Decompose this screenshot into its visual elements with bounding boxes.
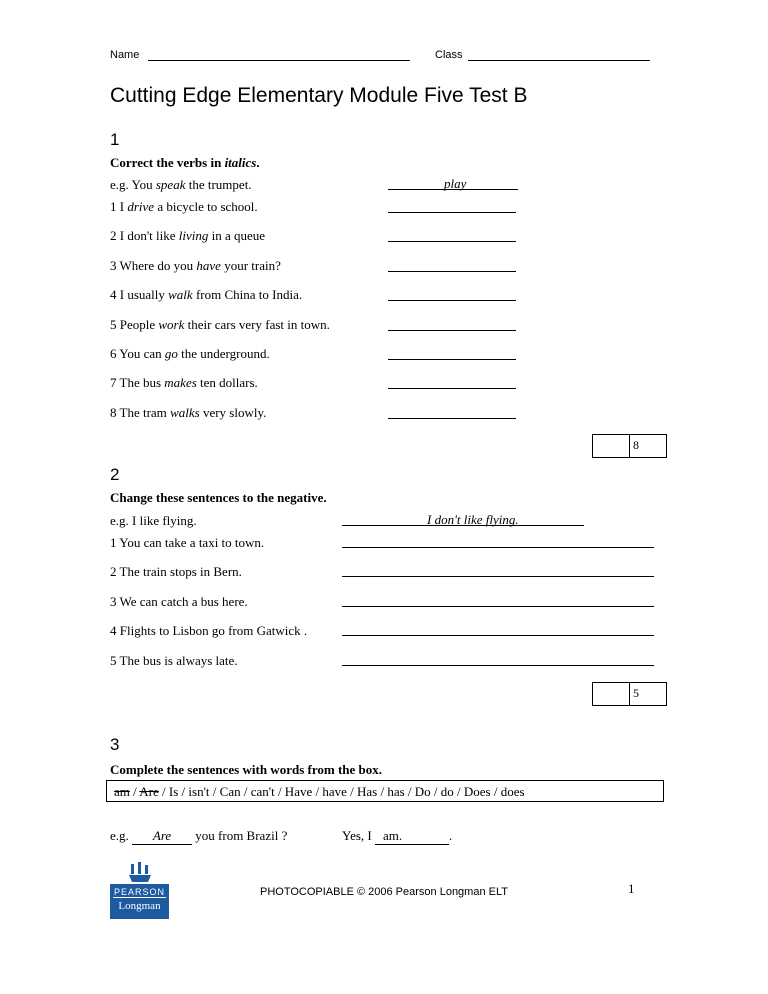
word-box: am / Are / Is / isn't / Can / can't / Have / have / Has / has / Do / do / Does / does bbox=[106, 780, 664, 802]
ship-icon bbox=[128, 862, 152, 884]
section-1-item: 4 I usually walk from China to India. bbox=[110, 287, 303, 303]
section-2-score-blank bbox=[593, 683, 630, 705]
section-2-example-answer: I don't like flying. bbox=[427, 512, 519, 527]
section-1-item: 2 I don't like living in a queue bbox=[110, 228, 266, 244]
section-2-example: e.g. I like flying. bbox=[110, 513, 197, 528]
section-2-answer-line[interactable] bbox=[342, 576, 654, 577]
section-2-instruction: Change these sentences to the negative. bbox=[110, 490, 327, 505]
section-2-answer-line[interactable] bbox=[342, 547, 654, 548]
section-1-answer-line[interactable] bbox=[388, 271, 516, 272]
section-1-score: 8 bbox=[633, 438, 639, 452]
section-3-instruction: Complete the sentences with words from the box. bbox=[110, 762, 383, 777]
page-number: 1 bbox=[628, 881, 635, 896]
section-1-answer-line[interactable] bbox=[388, 418, 516, 419]
section-3-example-reply: Yes, I am. . bbox=[342, 828, 453, 843]
section-1-answer-line[interactable] bbox=[388, 330, 516, 331]
name-label: Name bbox=[110, 49, 140, 61]
copyright: PHOTOCOPIABLE © 2006 Pearson Longman ELT bbox=[260, 886, 508, 898]
section-3-example-answer: Are bbox=[132, 828, 192, 845]
section-1-answer-line[interactable] bbox=[388, 388, 516, 389]
page-title: Cutting Edge Elementary Module Five Test B bbox=[110, 84, 528, 107]
section-3-number: 3 bbox=[110, 735, 120, 754]
section-2-item: 1 You can take a taxi to town. bbox=[110, 535, 265, 550]
word-box-struck-am: am bbox=[114, 784, 130, 799]
section-3-example: e.g. Are you from Brazil ? bbox=[110, 828, 288, 843]
section-1-answer-line[interactable] bbox=[388, 300, 516, 301]
logo-pearson-text: PEARSON bbox=[113, 884, 166, 898]
word-box-words: / Is / isn't / Can / can't / Have / have / Has / has / Do / do / Does / does bbox=[158, 784, 525, 799]
word-box-struck-are: Are bbox=[139, 784, 159, 799]
section-2-item: 3 We can catch a bus here. bbox=[110, 593, 248, 609]
section-1-answer-line[interactable] bbox=[388, 241, 516, 242]
section-1-example-answer: play bbox=[444, 176, 467, 191]
section-1-item: 6 You can go the underground. bbox=[110, 346, 270, 361]
section-1-answer-line[interactable] bbox=[388, 212, 516, 213]
section-3-example-reply-answer: am. bbox=[375, 828, 449, 845]
section-1-item: 1 I drive a bicycle to school. bbox=[110, 199, 258, 214]
section-2-item: 5 The bus is always late. bbox=[110, 652, 238, 668]
section-2-score-box bbox=[592, 682, 667, 706]
class-line bbox=[468, 60, 650, 61]
section-1-score-box bbox=[592, 434, 667, 458]
section-1-item: 8 The tram walks very slowly. bbox=[110, 404, 267, 420]
section-2-number: 2 bbox=[110, 465, 120, 484]
name-line bbox=[148, 60, 410, 61]
section-2-answer-line[interactable] bbox=[342, 635, 654, 636]
section-1-item: 5 People work their cars very fast in town. bbox=[110, 316, 330, 332]
section-1-item: 7 The bus makes ten dollars. bbox=[110, 375, 258, 391]
section-2-item: 4 Flights to Lisbon go from Gatwick . bbox=[110, 623, 308, 639]
section-2-answer-line[interactable] bbox=[342, 665, 654, 666]
section-2-item: 2 The train stops in Bern. bbox=[110, 564, 242, 580]
section-2-answer-line[interactable] bbox=[342, 606, 654, 607]
class-label: Class bbox=[435, 49, 463, 61]
section-2-score: 5 bbox=[633, 686, 639, 700]
logo-panel bbox=[110, 884, 169, 919]
section-1-instruction: Correct the verbs in italics. bbox=[110, 155, 260, 170]
section-1-number: 1 bbox=[110, 130, 120, 149]
section-1-score-blank bbox=[593, 435, 630, 457]
section-1-answer-line[interactable] bbox=[388, 359, 516, 360]
logo-longman-text: Longman bbox=[118, 900, 161, 912]
section-1-item: 3 Where do you have your train? bbox=[110, 257, 281, 273]
section-1-example: e.g. You speak the trumpet. bbox=[110, 177, 252, 192]
